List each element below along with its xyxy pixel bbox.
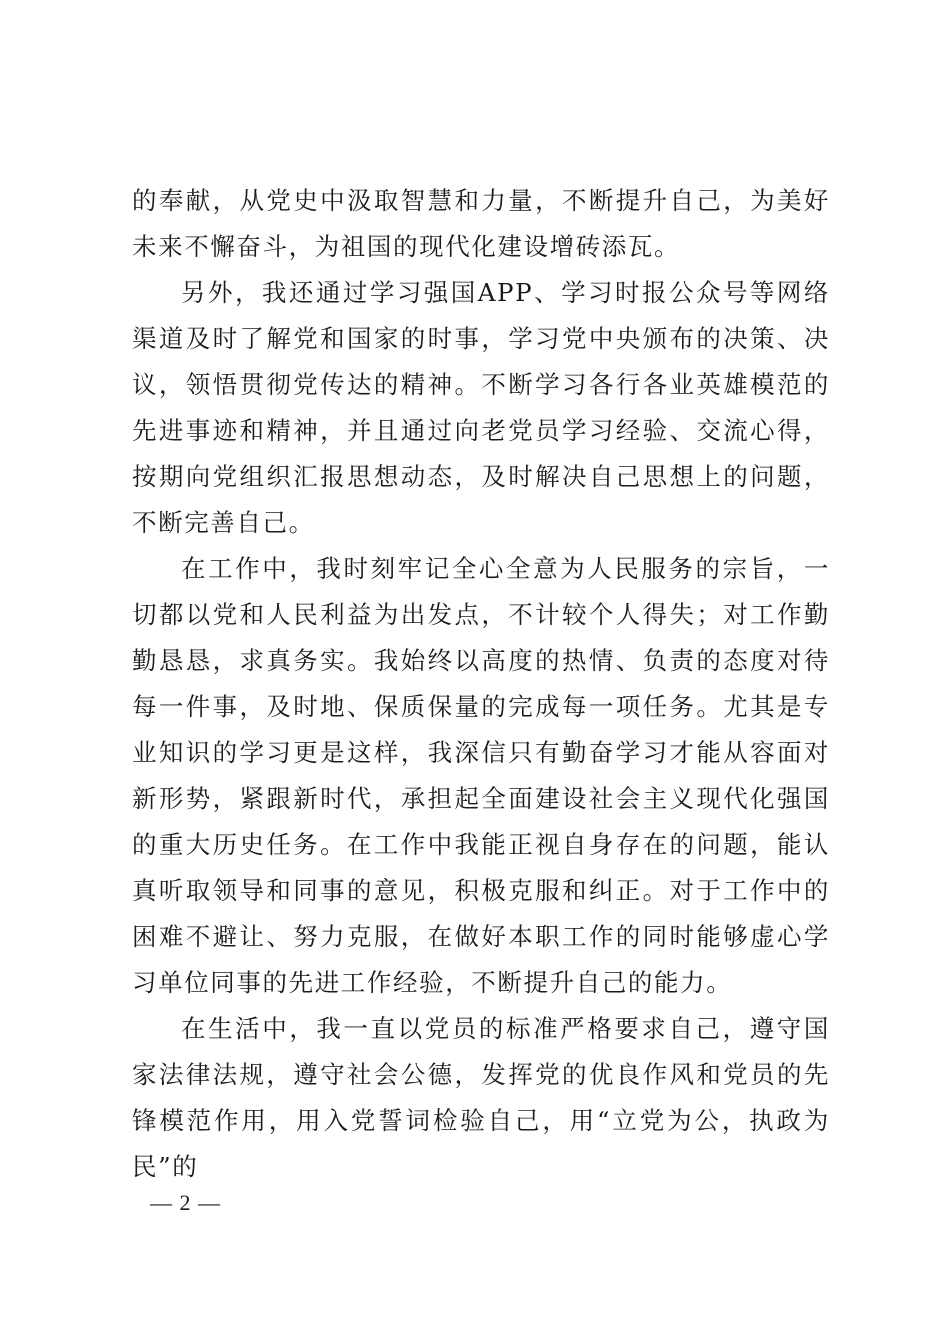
paragraph-life: 在生活中，我一直以党员的标准严格要求自己，遵守国家法律法规，遵守社会公德，发挥党的优良作风和党员的先锋模范作用，用入党誓词检验自己，用“立党为公，执政为民”的 — [132, 1014, 830, 1181]
page-number: — 2 — — [150, 1190, 221, 1215]
paragraph-online-learning: 另外，我还通过学习强国APP、学习时报公众号等网络渠道及时了解党和国家的时事，学习党中央颁布的决策、决议，领悟贯彻党传达的精神。不断学习各行各业英雄模范的先进事迹和精神，并且通过向老党员学习经验、交流心得，按期向党组织汇报思想动态，及时解决自己思想上的问题，不断完善自己。 — [132, 278, 830, 537]
paragraph-work: 在工作中，我时刻牢记全心全意为人民服务的宗旨，一切都以党和人民利益为出发点，不计较个人得失；对工作勤勤恳恳，求真务实。我始终以高度的热情、负责的态度对待每一件事，及时地、保质保量的完成每一项任务。尤其是专业知识的学习更是这样，我深信只有勤奋学习才能从容面对新形势，紧跟新时代，承担起全面建设社会主义现代化强国的重大历史任务。在工作中我能正视自身存在的问题，能认真听取领导和同事的意见，积极克服和纠正。对于工作中的困难不避让、努力克服，在做好本职工作的同时能够虚心学习单位同事的先进工作经验，不断提升自己的能力。 — [132, 554, 830, 997]
paragraph-continuation: 的奉献，从党史中汲取智慧和力量，不断提升自己，为美好未来不懈奋斗，为祖国的现代化建设增砖添瓦。 — [132, 186, 830, 261]
document-body — [132, 178, 830, 1190]
